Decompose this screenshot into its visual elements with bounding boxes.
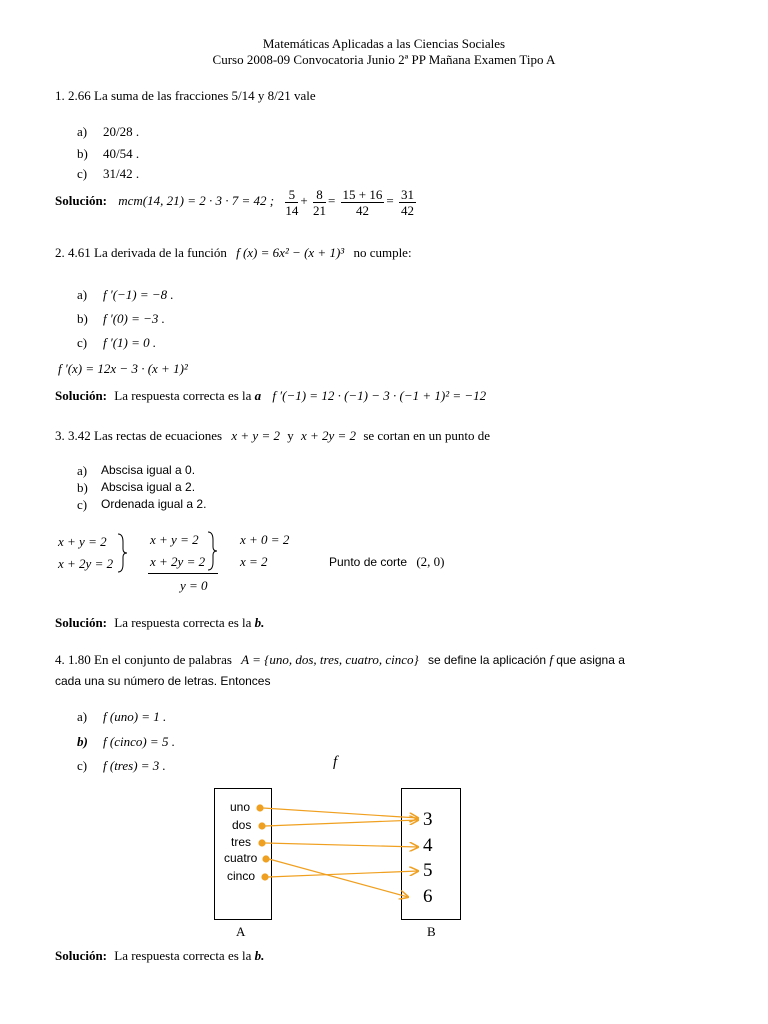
q2-solution-text: La respuesta correcta es la: [114, 388, 252, 403]
q3-eq1: x + y = 2: [231, 428, 280, 443]
set-a-item-cinco: cinco: [227, 869, 256, 883]
q4-option-a: f (uno) = 1 .: [103, 709, 167, 724]
q4-solution: [55, 948, 264, 964]
q2-stem-text: 2. 4.61 La derivada de la función: [55, 245, 227, 260]
arrow-cuatro-6: [269, 859, 408, 897]
dot-cuatro: [263, 856, 269, 862]
q2-label-c: c): [77, 335, 88, 350]
q4-stem-line2: cada una su número de letras. Entonces: [55, 674, 271, 688]
q4-solution-label: Solución:: [55, 948, 108, 963]
q3-cut-label: Punto de corte: [329, 555, 408, 569]
q2-stem-end: no cumple:: [353, 245, 412, 260]
set-a-item-dos: dos: [232, 818, 252, 832]
dot-dos: [259, 823, 265, 829]
q4-label-a: a): [77, 709, 88, 724]
arrow-tres-4: [265, 843, 418, 847]
q4-option-c: f (tres) = 3 .: [103, 758, 166, 773]
q4-label-c: c): [77, 758, 88, 773]
q2-label-a: a): [77, 287, 88, 302]
dot-cinco: [262, 874, 268, 880]
q1-frac-4: $\frac{31}{42}$: [400, 186, 414, 218]
q2-function: f (x) = 6x² − (x + 1)³: [236, 245, 345, 260]
q3-solution-letter: b.: [254, 615, 265, 630]
q4-set: A = {uno, dos, tres, cuatro, cinco}: [241, 652, 419, 667]
q4-option-b: f (cinco) = 5 .: [103, 734, 175, 749]
q3-solution-text: La respuesta correcta es la: [114, 615, 252, 630]
q3-option-b: Abscisa igual a 2.: [101, 480, 196, 494]
arrow-dos-3: [265, 820, 418, 826]
q2-derivative: f ′(x) = 12x − 3 · (x + 1)²: [58, 361, 188, 376]
q1-option-b: 40/54 .: [103, 146, 140, 161]
q1-option-a: 20/28 .: [103, 124, 140, 139]
set-a-item-tres: tres: [231, 835, 252, 849]
arrow-cinco-5: [268, 871, 418, 877]
q3-stem-text: 3. 3.42 Las rectas de ecuaciones: [55, 428, 223, 443]
set-b-label: B: [427, 924, 436, 939]
q2-option-b: f ′(0) = −3 .: [103, 311, 165, 326]
q1-solution-label: Solución:: [55, 193, 108, 208]
q1-frac-1: $\frac{5}{14}$: [285, 186, 299, 218]
q1-label-a: a): [77, 124, 88, 139]
q2-solution-letter: a: [254, 388, 262, 403]
q4-stem-c: que asigna a: [556, 653, 625, 667]
q3-eq2: x + 2y = 2: [300, 428, 357, 443]
set-b-item-4: 4: [423, 835, 433, 856]
q4-label-b: b): [77, 734, 88, 749]
q1-frac-3: $\frac{15 + 16}{42}$: [342, 186, 383, 218]
q4-stem-b: se define la aplicación: [427, 653, 547, 667]
set-b-item-3: 3: [423, 809, 433, 830]
q3-stem-end: se cortan en un punto de: [363, 428, 491, 443]
q3-solution-label: Solución:: [55, 615, 108, 630]
q3-sys3-eq2: x = 2: [240, 554, 268, 569]
q3-sys2-eq1: x + y = 2: [150, 532, 199, 547]
q3-label-a: a): [77, 463, 88, 478]
q2-option-c: f ′(1) = 0 .: [103, 335, 157, 350]
set-a-item-cuatro: cuatro: [224, 851, 258, 865]
q2-solution-label: Solución:: [55, 388, 108, 403]
dot-tres: [259, 840, 265, 846]
q4-stem-a: 4. 1.80 En el conjunto de palabras: [55, 652, 232, 667]
q2-solution-calc: f ′(−1) = 12 · (−1) − 3 · (−1 + 1)² = −12: [272, 388, 487, 403]
q4-solution-text: La respuesta correcta es la: [114, 948, 252, 963]
q1-label-b: b): [77, 146, 88, 161]
q3-sys1-eq2: x + 2y = 2: [58, 556, 114, 571]
q3-conj: y: [287, 428, 294, 443]
q1-option-c: 31/42 .: [103, 166, 140, 181]
header-line-2: Curso 2008-09 Convocatoria Junio 2ª PP Mañana Examen Tipo A: [212, 52, 556, 67]
set-a-label: A: [236, 924, 246, 939]
q3-sys1-eq1: x + y = 2: [58, 534, 107, 549]
set-a-item-uno: uno: [230, 800, 251, 814]
q3-sys2-eq2: x + 2y = 2: [150, 554, 206, 569]
q3-option-a: Abscisa igual a 0.: [101, 463, 196, 477]
q3-option-c: Ordenada igual a 2.: [101, 497, 207, 511]
q1-frac-2: $\frac{8}{21}$: [312, 186, 326, 218]
q2-label-b: b): [77, 311, 88, 326]
q1-stem: 1. 2.66 La suma de las fracciones 5/14 y 8/21 vale: [55, 88, 316, 103]
set-b-item-5: 5: [423, 860, 433, 881]
set-b-item-6: 6: [423, 886, 433, 907]
diagram-title: f: [333, 754, 338, 770]
header-line-1: Matemáticas Aplicadas a las Ciencias Sociales: [262, 36, 506, 51]
arrow-uno-3: [263, 808, 418, 818]
q1-mcm: mcm(14, 21) = 2 · 3 · 7 = 42 ;: [118, 193, 275, 208]
q4-solution-letter: b.: [254, 948, 265, 963]
q1-label-c: c): [77, 166, 88, 181]
dot-uno: [257, 805, 263, 811]
q3-label-b: b): [77, 480, 88, 495]
q3-label-c: c): [77, 497, 88, 512]
q4-f: f: [549, 652, 553, 667]
q2-option-a: f ′(−1) = −8 .: [103, 287, 174, 302]
q3-cut-value: (2, 0): [416, 554, 445, 569]
q1-solution: Solución: mcm(14, 21) = 2 · 3 · 7 = 42 ; $\frac{5}{14}$ + $\frac{8}{21}$ = $\frac{15 + 16}{42}$ = $\frac{31}{42}$: [55, 186, 414, 218]
q3-sys2-result: y = 0: [180, 578, 208, 593]
q3-sys3-eq1: x + 0 = 2: [240, 532, 290, 547]
